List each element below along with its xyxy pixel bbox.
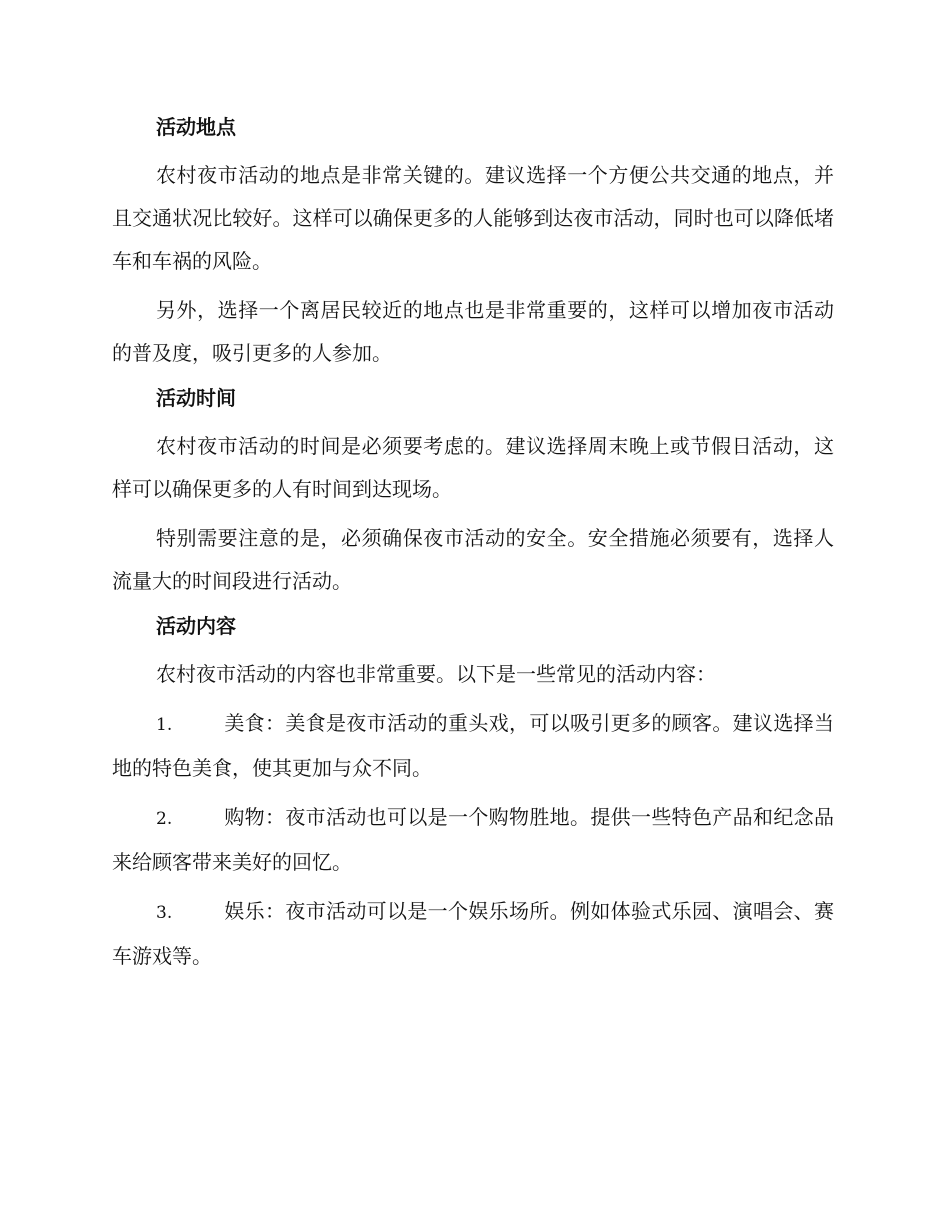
- section-heading-location: 活动地点: [156, 115, 236, 139]
- list-item: [112, 702, 834, 790]
- document-body: [112, 110, 834, 984]
- paragraph: 农村夜市活动的时间是必须要考虑的。建议选择周末晚上或节假日活动，这样可以确保更多的人有时间到达现场。: [112, 434, 834, 501]
- paragraph: 农村夜市活动的地点是非常关键的。建议选择一个方便公共交通的地点，并且交通状况比较好。这样可以确保更多的人能够到达夜市活动，同时也可以降低堵车和车祸的风险。: [112, 163, 834, 273]
- section-heading-time: 活动时间: [156, 386, 236, 410]
- list-item-text: 美食：美食是夜市活动的重头戏，可以吸引更多的顾客。建议选择当地的特色美食，使其更加与众不同。: [112, 711, 834, 780]
- list-number: 2.: [156, 809, 173, 829]
- list-number: 1.: [156, 715, 173, 735]
- list-item-text: 购物：夜市活动也可以是一个购物胜地。提供一些特色产品和纪念品来给顾客带来美好的回忆。: [112, 805, 834, 874]
- section-heading-content: 活动内容: [156, 614, 236, 638]
- paragraph: 特别需要注意的是，必须确保夜市活动的安全。安全措施必须要有，选择人流量大的时间段进行活动。: [112, 526, 834, 593]
- list-number: 3.: [156, 903, 173, 923]
- paragraph: 农村夜市活动的内容也非常重要。以下是一些常见的活动内容：: [156, 662, 716, 686]
- paragraph: 另外，选择一个离居民较近的地点也是非常重要的，这样可以增加夜市活动的普及度，吸引更多的人参加。: [112, 298, 834, 365]
- list-item: [112, 890, 834, 978]
- list-item: [112, 796, 834, 884]
- list-item-text: 娱乐：夜市活动可以是一个娱乐场所。例如体验式乐园、演唱会、赛车游戏等。: [112, 899, 834, 968]
